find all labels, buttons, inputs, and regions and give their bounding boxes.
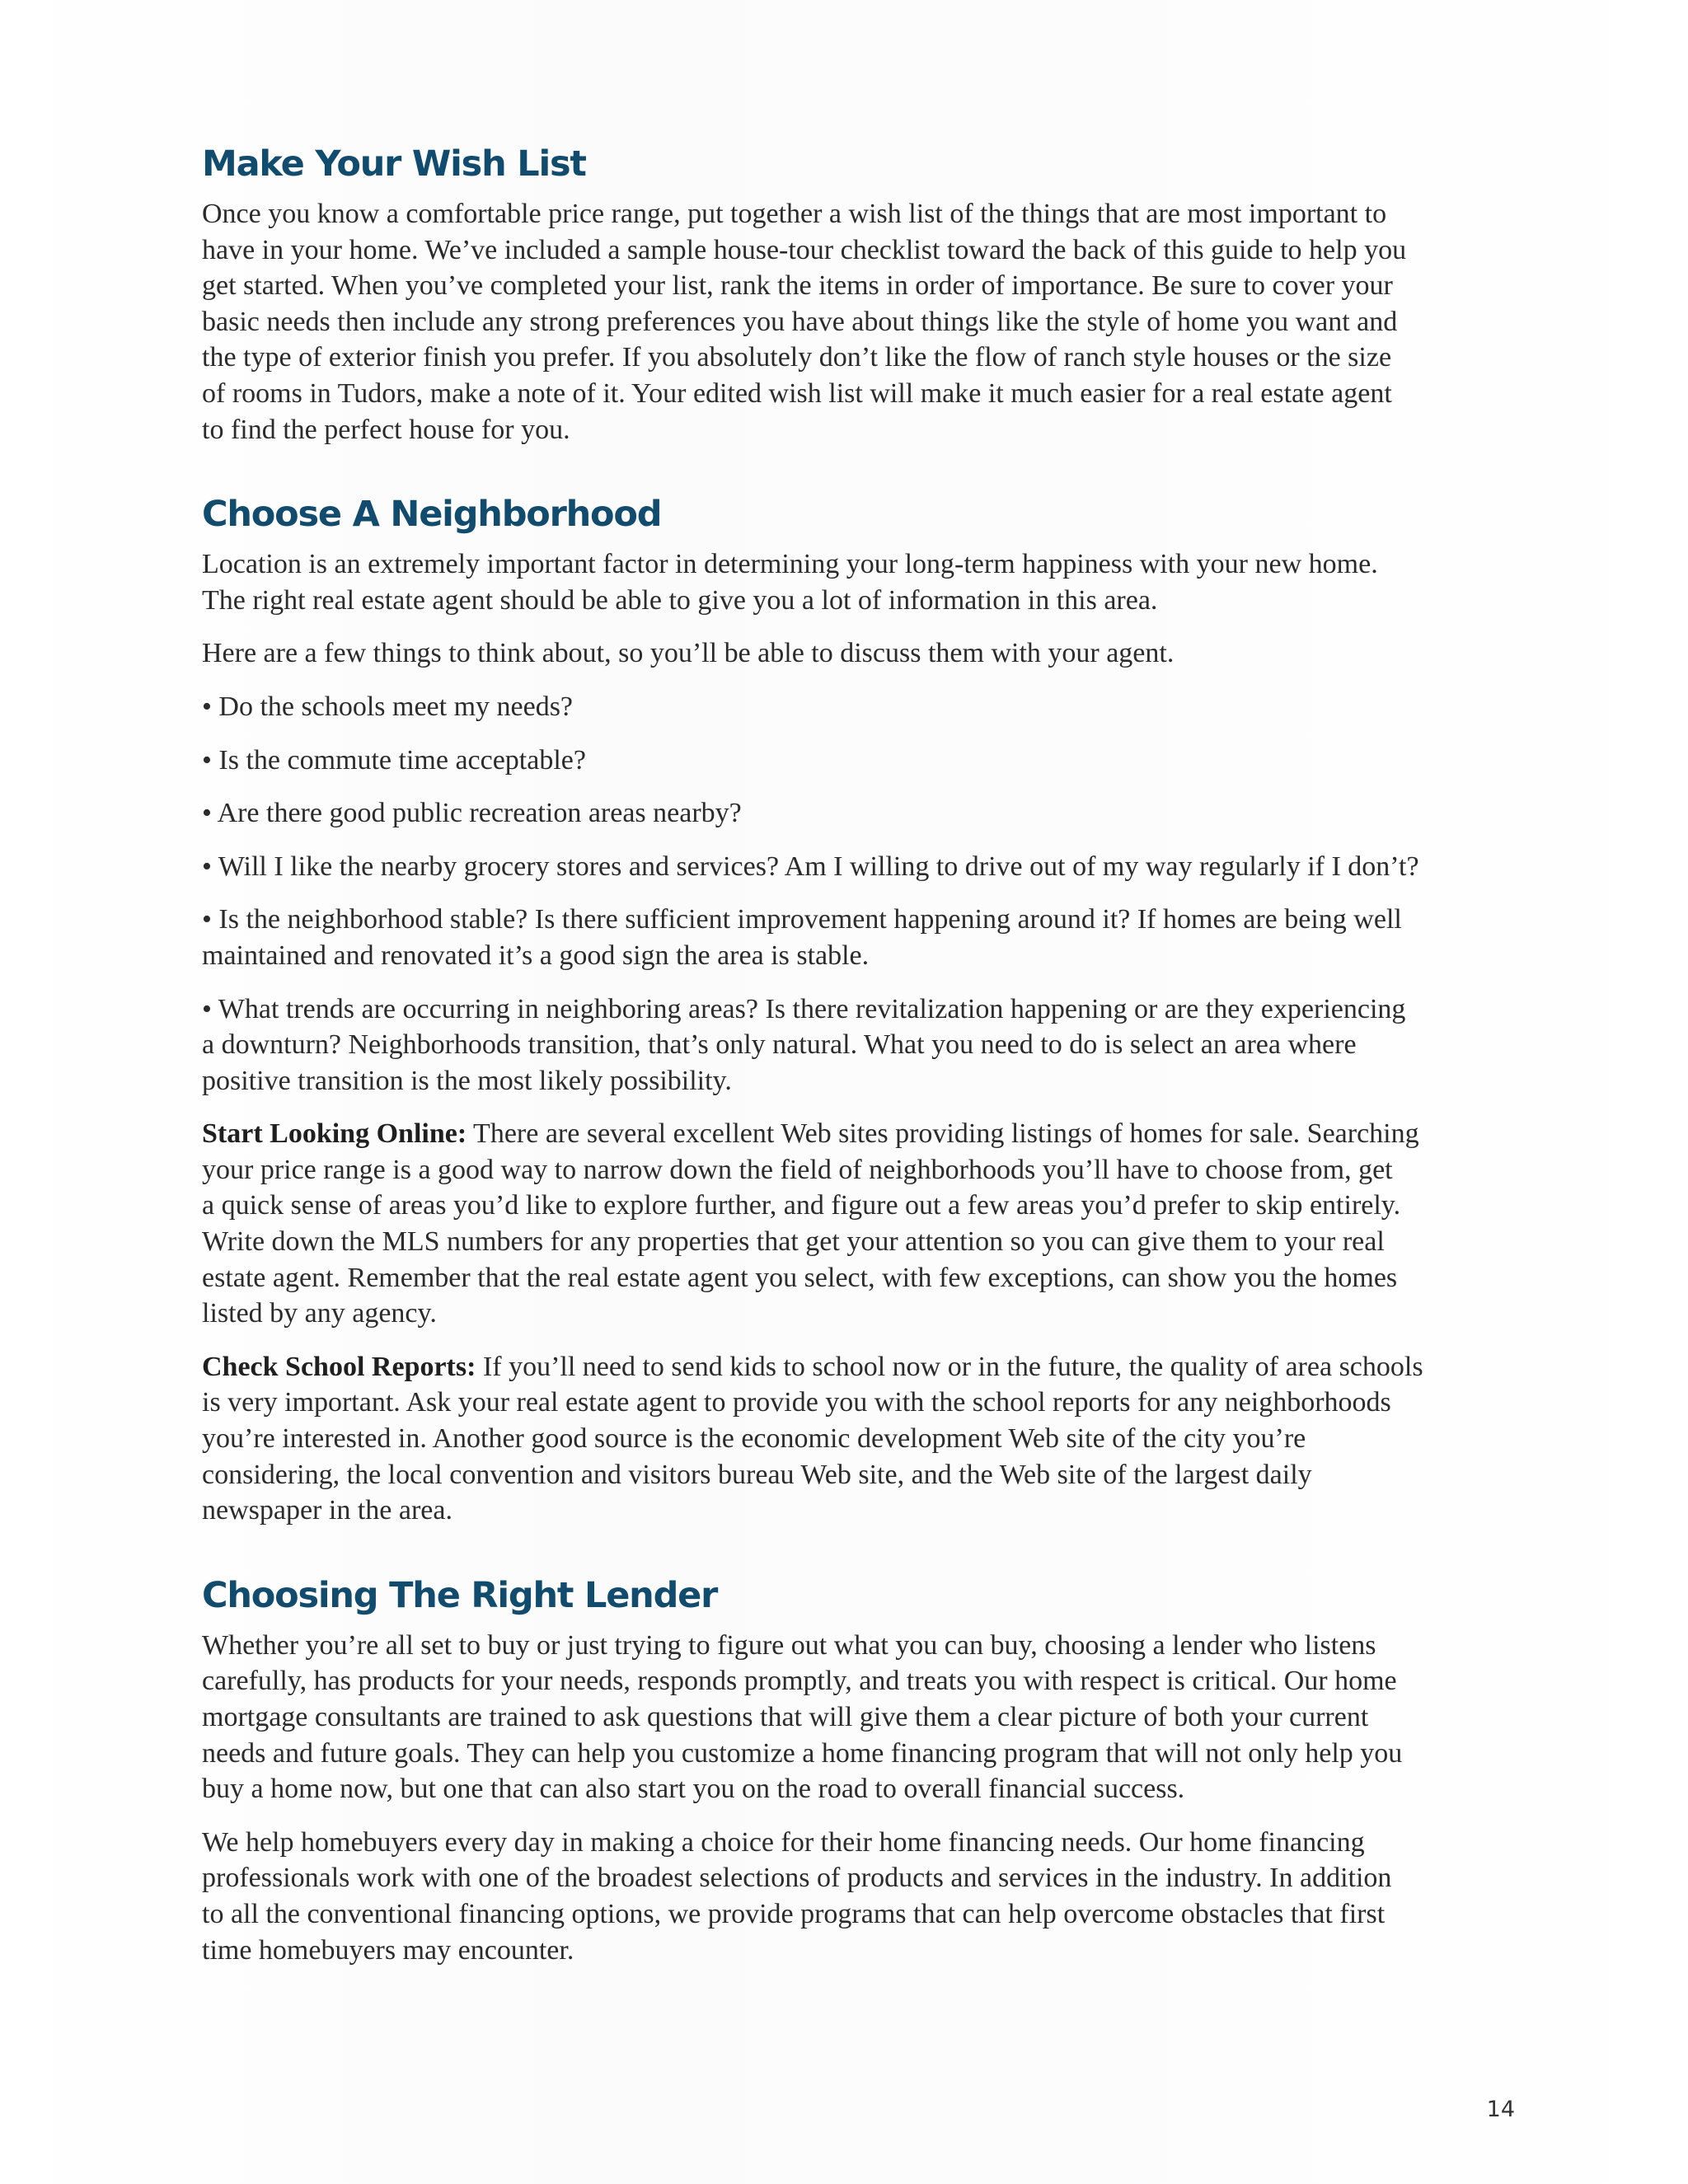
bullet-item bbox=[202, 849, 1521, 885]
text-line: Location is an extremely important factor in determining your long-term happiness with your new home. bbox=[202, 549, 1378, 580]
page-number: 14 bbox=[1486, 2097, 1515, 2122]
page-content bbox=[202, 140, 1521, 2011]
text-line: is very important. Ask your real estate agent to provide you with the school reports for any neighborhoods bbox=[202, 1387, 1391, 1418]
text-line: of rooms in Tudors, make a note of it. Your edited wish list will make it much easier for a real estate agent bbox=[202, 377, 1392, 409]
section-lender bbox=[202, 1572, 1521, 1968]
text-line: a quick sense of areas you’d like to explore further, and figure out a few areas you’d prefer to skip entirely. bbox=[202, 1190, 1401, 1221]
text-line: • Is the neighborhood stable? Is there sufficient improvement happening around it? If homes are being well bbox=[202, 904, 1402, 935]
bullet-item bbox=[202, 991, 1521, 1099]
section-heading: Choose A Neighborhood bbox=[202, 494, 662, 536]
text-line: Whether you’re all set to buy or just trying to figure out what you can buy, choosing a lender who listens bbox=[202, 1629, 1376, 1661]
text-line: We help homebuyers every day in making a choice for their home financing needs. Our home financing bbox=[202, 1826, 1365, 1858]
text-line: • Are there good public recreation areas nearby? bbox=[202, 798, 742, 829]
text-line: Here are a few things to think about, so you’ll be able to discuss them with your agent. bbox=[202, 638, 1175, 669]
text-line: buy a home now, but one that can also start you on the road to overall financial success. bbox=[202, 1774, 1185, 1805]
bullet-item bbox=[202, 902, 1521, 973]
paragraph bbox=[202, 196, 1521, 448]
text-line: positive transition is the most likely possibility. bbox=[202, 1065, 732, 1096]
tip-lead: Check School Reports: bbox=[202, 1351, 476, 1382]
text-line: • Do the schools meet my needs? bbox=[202, 691, 574, 722]
section-wish-list bbox=[202, 140, 1521, 448]
text-line: have in your home. We’ve included a sample house-tour checklist toward the back of this guide to help you bbox=[202, 234, 1407, 265]
text-line: carefully, has products for your needs, responds promptly, and treats you with respect is critical. Our home bbox=[202, 1666, 1397, 1697]
section-heading: Make Your Wish List bbox=[202, 143, 586, 185]
text-line: considering, the local convention and visitors bureau Web site, and the Web site of the largest daily bbox=[202, 1459, 1312, 1490]
paragraph bbox=[202, 1628, 1521, 1807]
text-line: • Is the commute time acceptable? bbox=[202, 744, 586, 776]
text-line: Write down the MLS numbers for any properties that get your attention so you can give them to your real bbox=[202, 1226, 1385, 1258]
text-line: a downturn? Neighborhoods transition, that’s only natural. What you need to do is select an area where bbox=[202, 1029, 1357, 1061]
text-line: you’re interested in. Another good source is the economic development Web site of the city you’re bbox=[202, 1423, 1306, 1455]
text-line: to find the perfect house for you. bbox=[202, 414, 570, 445]
text-line: Once you know a comfortable price range, put together a wish list of the things that are most important to bbox=[202, 199, 1387, 229]
text-line: professionals work with one of the broadest selections of products and services in the industry. In addition bbox=[202, 1863, 1392, 1894]
paragraph bbox=[202, 1825, 1521, 1968]
tip-lead: Start Looking Online: bbox=[202, 1118, 467, 1150]
tip-paragraph bbox=[202, 1349, 1521, 1529]
tip-paragraph bbox=[202, 1116, 1521, 1332]
text-line: your price range is a good way to narrow down the field of neighborhoods you’ll have to choose from, get bbox=[202, 1154, 1393, 1185]
paragraph bbox=[202, 635, 1521, 672]
text-line: maintained and renovated it’s a good sign the area is stable. bbox=[202, 940, 870, 971]
text-line: The right real estate agent should be able to give you a lot of information in this area. bbox=[202, 584, 1158, 616]
text-line: basic needs then include any strong preferences you have about things like the style of home you want and bbox=[202, 306, 1398, 337]
tip-text: If you’ll need to send kids to school now or in the future, the quality of area schools bbox=[476, 1351, 1423, 1382]
text-line: • What trends are occurring in neighboring areas? Is there revitalization happening or are they experiencing bbox=[202, 993, 1406, 1024]
text-line: newspaper in the area. bbox=[202, 1495, 452, 1526]
text-line: get started. When you’ve completed your list, rank the items in order of importance. Be sure to cover your bbox=[202, 270, 1393, 302]
text-line: the type of exterior finish you prefer. If you absolutely don’t like the flow of ranch style houses or the size bbox=[202, 342, 1392, 373]
text-line: needs and future goals. They can help you customize a home financing program that will not only help you bbox=[202, 1737, 1403, 1769]
bullet-item bbox=[202, 689, 1521, 725]
bullet-item bbox=[202, 743, 1521, 779]
text-line: listed by any agency. bbox=[202, 1298, 437, 1329]
text-line: estate agent. Remember that the real estate agent you select, with few exceptions, can show you the homes bbox=[202, 1262, 1398, 1293]
bullet-item bbox=[202, 795, 1521, 832]
text-line: mortgage consultants are trained to ask questions that will give them a clear picture of both your current bbox=[202, 1702, 1369, 1732]
text-line: to all the conventional financing options, we provide programs that can help overcome obstacles that first bbox=[202, 1898, 1386, 1929]
text-line bbox=[202, 1116, 1521, 1152]
section-heading: Choosing The Right Lender bbox=[202, 1574, 718, 1616]
text-line bbox=[202, 1349, 1521, 1385]
paragraph bbox=[202, 546, 1521, 618]
text-line: • Will I like the nearby grocery stores and services? Am I willing to drive out of my way regularly if I don’t? bbox=[202, 851, 1419, 882]
text-line: time homebuyers may encounter. bbox=[202, 1934, 574, 1966]
section-neighborhood bbox=[202, 490, 1521, 1529]
tip-text: There are several excellent Web sites providing listings of homes for sale. Searching bbox=[467, 1118, 1419, 1150]
